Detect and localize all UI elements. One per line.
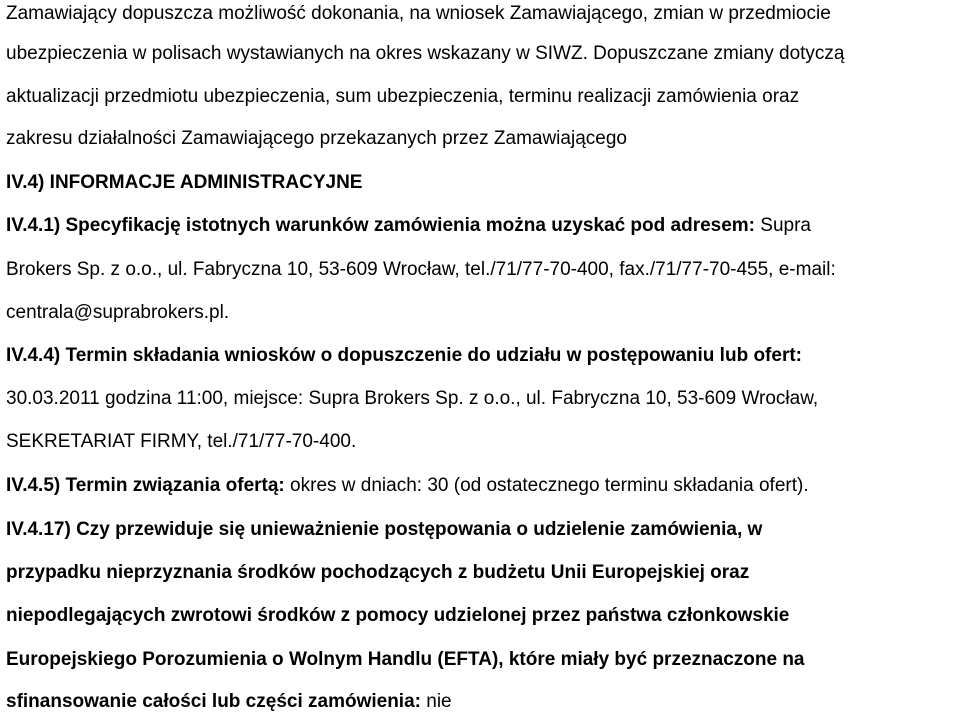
iv4-17-last-label: sfinansowanie całości lub części zamówienia: bbox=[6, 691, 421, 712]
iv4-4-value-line-1: 30.03.2011 godzina 11:00, miejsce: Supra Brokers Sp. z o.o., ul. Fabryczna 10, 53-609 Wrocław, bbox=[6, 388, 819, 409]
iv4-1-line-1 bbox=[6, 214, 811, 238]
section-heading-administrative: IV.4) INFORMACJE ADMINISTRACYJNE bbox=[6, 172, 363, 193]
iv4-5-line bbox=[6, 474, 809, 498]
iv4-1-line-3: centrala@suprabrokers.pl. bbox=[6, 302, 230, 323]
iv4-4-label: IV.4.4) Termin składania wniosków o dopuszczenie do udziału w postępowaniu lub ofert: bbox=[6, 345, 802, 366]
changes-paragraph-line-4: zakresu działalności Zamawiającego przekazanych przez Zamawiającego bbox=[6, 128, 627, 149]
changes-paragraph-line-1: Zamawiający dopuszcza możliwość dokonania, na wniosek Zamawiającego, zmian w przedmiocie bbox=[6, 3, 831, 24]
iv4-1-value-start: Supra bbox=[755, 215, 811, 236]
iv4-17-line-5 bbox=[6, 690, 452, 714]
iv4-17-line-1: IV.4.17) Czy przewiduje się unieważnienie postępowania o udzielenie zamówienia, w bbox=[6, 519, 763, 540]
iv4-17-line-3: niepodlegających zwrotowi środków z pomocy udzielonej przez państwa członkowskie bbox=[6, 605, 790, 626]
changes-paragraph-line-3: aktualizacji przedmiotu ubezpieczenia, sum ubezpieczenia, terminu realizacji zamówienia oraz bbox=[6, 86, 800, 107]
iv4-17-answer: nie bbox=[420, 691, 452, 712]
iv4-1-line-2: Brokers Sp. z o.o., ul. Fabryczna 10, 53-609 Wrocław, tel./71/77-70-400, fax./71/77-70-455, e-mail: bbox=[6, 259, 836, 280]
iv4-5-label: IV.4.5) Termin związania ofertą: bbox=[6, 475, 285, 496]
iv4-17-line-4: Europejskiego Porozumienia o Wolnym Handlu (EFTA), które miały być przeznaczone na bbox=[6, 649, 805, 670]
iv4-1-label: IV.4.1) Specyfikację istotnych warunków zamówienia można uzyskać pod adresem: bbox=[6, 215, 756, 236]
iv4-4-value-line-2: SEKRETARIAT FIRMY, tel./71/77-70-400. bbox=[6, 431, 357, 452]
changes-paragraph-line-2: ubezpieczenia w polisach wystawianych na okres wskazany w SIWZ. Dopuszczane zmiany dotyczą bbox=[6, 43, 845, 64]
iv4-17-line-2: przypadku nieprzyznania środków pochodzących z budżetu Unii Europejskiej oraz bbox=[6, 562, 750, 583]
iv4-5-value: okres w dniach: 30 (od ostatecznego terminu składania ofert). bbox=[284, 475, 809, 496]
